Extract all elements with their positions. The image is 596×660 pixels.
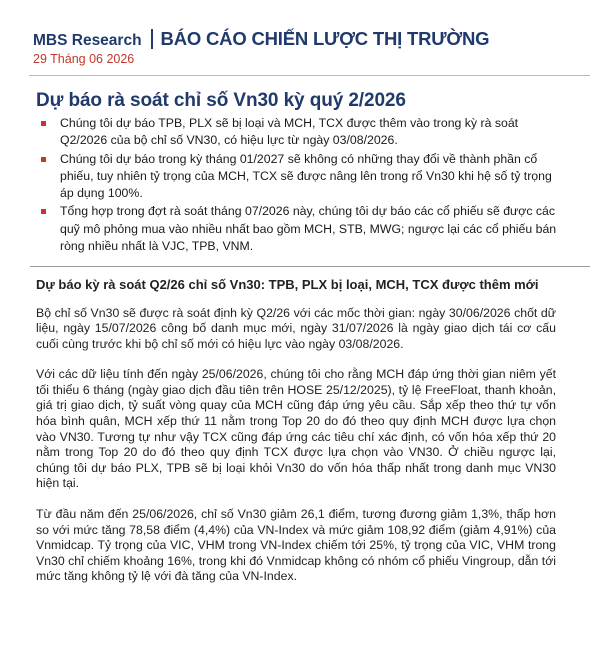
header-line [33,28,573,50]
bullet-square-icon [41,121,46,126]
report-date: 29 Tháng 06 2026 [33,52,135,66]
body-paragraph: Với các dữ liệu tính đến ngày 25/06/2026, chúng tôi cho rằng MCH đáp ứng thời gian niêm yết tối thiểu 6 tháng (ngày giao dịch đầu tiên trên HOSE 25/12/2025), tỷ lệ FreeFloat, thanh khoản, giá trị giao dịch, tỷ suất vòng quay của MCH cũng đáp ứng yêu cầu. Sắp xếp theo thứ tự vốn hóa bình quân, MCH xếp thứ 11 nằm trong Top 20 do đó theo quy định MCH được lựa chọn vào VN30. Tương tự như vậy TCX cũng đáp ứng các tiêu chí xác định, có vốn hóa xếp thứ 20 nằm trong Top 20 do đó theo quy định TCX được lựa chọn vào VN30. Ở chiều ngược lại, chúng tôi dự báo PLX, TPB sẽ bị loại khỏi Vn30 do vốn hóa thấp nhất trong danh mục VN30 hiện tại. [36,367,556,491]
report-type: BÁO CÁO CHIẾN LƯỢC THỊ TRƯỜNG [160,28,490,49]
body-paragraph: Từ đầu năm đến 25/06/2026, chỉ số Vn30 giảm 26,1 điểm, tương đương giảm 1,3%, thấp hơn so với mức tăng 78,58 điểm (4,4%) của VN-Index và mức giảm 108,92 điểm (giảm 4,91%) của Vnmidcap. Tỷ trọng của VIC, VHM trong VN-Index chiếm tới 25%, tỷ trọng của VIC, VHM trong Vn30 chỉ chiếm khoảng 16%, trong khi đó Vnmidcap không có nhóm cổ phiếu Vingroup, dẫn tới mức tăng không tỷ lệ với đà tăng của VN-Index. [36,507,556,584]
header-divider [29,75,590,76]
bullet-text: Chúng tôi dự báo TPB, PLX sẽ bị loại và MCH, TCX được thêm vào trong kỳ rà soát Q2/2026 của bộ chỉ số VN30, có hiệu lực từ ngày 03/08/2026. [60,116,519,148]
header-separator [151,29,153,49]
bullet-text: Tổng hợp trong đợt rà soát tháng 07/2026 này, chúng tôi dự báo các cổ phiếu sẽ được các quỹ mô phỏng mua vào nhiều nhất bao gồm MCH, STB, MWG; ngược lại các cổ phiếu bán ròng nhiều nhất là VJC, TPB, VNM. [60,204,557,254]
section-divider [30,266,590,267]
report-header [33,28,573,66]
summary-bullet [40,203,560,255]
page-title: Dự báo rà soát chỉ số Vn30 kỳ quý 2/2026 [36,90,406,111]
section-title: Dự báo kỳ rà soát Q2/26 chỉ số Vn30: TPB, PLX bị loại, MCH, TCX được thêm mới [36,277,539,292]
bullet-text: Chúng tôi dự báo trong kỳ tháng 01/2027 sẽ không có những thay đổi về thành phần cổ phiếu, tuy nhiên tỷ trọng của MCH, TCX sẽ được nâng lên trong rổ Vn30 khi hệ số tỷ trọng áp dụng 100%. [60,151,552,201]
body-section [36,276,556,600]
bullet-square-icon [41,157,46,162]
brand-name: MBS Research [33,32,142,49]
summary-bullet [40,151,560,203]
body-paragraph: Bộ chỉ số Vn30 sẽ được rà soát định kỳ Q2/26 với các mốc thời gian: ngày 30/06/2026 chốt dữ liệu, ngày 15/07/2026 công bố danh mục mới, ngày 31/07/2026 là ngày giao dịch tái cơ cấu cuối cùng trước khi bộ chỉ số mới có hiệu lực vào ngày 03/08/2026. [36,305,556,351]
bullet-square-icon [41,209,46,214]
summary-bullets [40,115,560,256]
summary-bullet [40,115,560,150]
